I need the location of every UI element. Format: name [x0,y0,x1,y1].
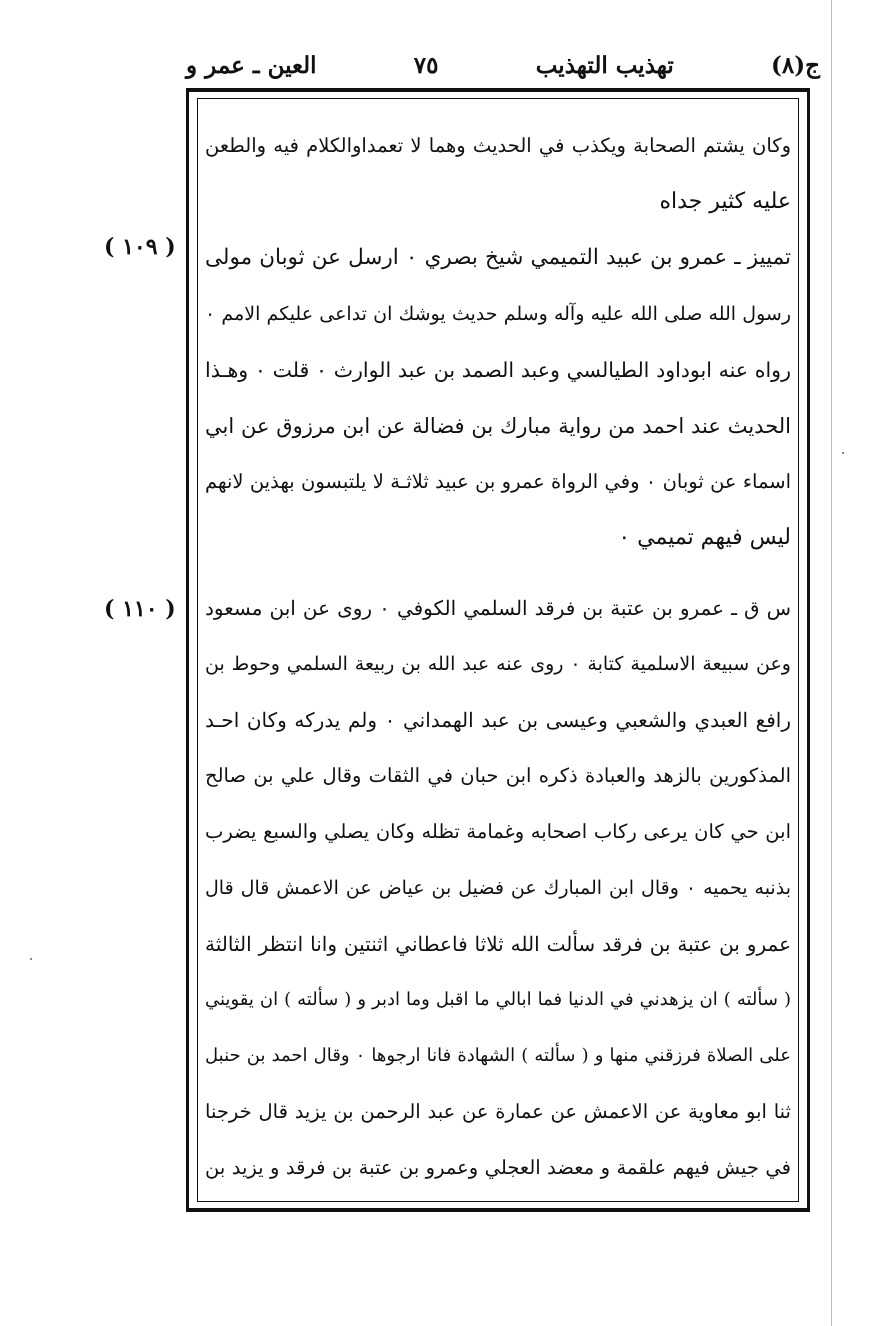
text-line: رواه عنه ابوداود الطيالسي وعبد الصمد بن عبد الوارث ٠ قلت ٠ وهـذا [205,358,791,382]
margin-entry-number-110: ( ١١٠ ) [104,596,176,622]
header-book-title: تهذيب التهذيب [535,51,674,79]
text-line: عمرو بن عتبة بن فرقد سألت الله ثلاثا فاعطاني اثنتين وانا انتظر الثالثة [205,932,791,956]
header-page-number: ٧٥ [413,51,439,79]
text-line: الحديث عند احمد من رواية مبارك بن فضالة عن ابن مرزوق عن ابي [205,414,791,438]
running-header [186,44,820,86]
text-line: عليه كثير جداه [659,189,791,214]
text-line: وعن سبيعة الاسلمية كتابة ٠ روى عنه عبد الله بن ربيعة السلمي وحوط بن [205,653,791,675]
margin-entry-number-109: ( ١٠٩ ) [104,234,176,260]
text-line: اسماء عن ثوبان ٠ وفي الرواة عمرو بن عبيد ثلاثـة لا يلتبسون بهذين لانهم [205,470,791,493]
text-line: وكان يشتم الصحابة ويكذب في الحديث وهما لا تعمداوالكلام فيه والطعن [205,134,791,157]
text-line: في جيش فيهم علقمة و معضد العجلي وعمرو بن عتبة بن فرقد و يزيد بن [205,1156,792,1179]
text-line: ابن حي كان يرعى ركاب اصحابه وغمامة تظله وكان يصلي والسبع يضرب [205,820,791,843]
text-line: ليس فيهم تميمي ٠ [618,525,791,550]
scan-speck [30,958,32,960]
text-line: المذكورين بالزهد والعبادة ذكره ابن حبان في الثقات وقال علي بن صالح [205,764,791,787]
text-line: بذنبه يحميه ٠ وقال ابن المبارك عن فضيل بن عياض عن الاعمش قال قال [205,877,791,899]
text-line: رسول الله صلى الله عليه وآله وسلم حديث يوشك ان تداعى عليكم الامم ٠ [205,303,791,325]
text-line: ثنا ابو معاوية عن الاعمش عن عمارة عن عبد الرحمن بن يزيد قال خرجنا [205,1100,791,1123]
scan-speck [842,452,844,454]
text-line: على الصلاة فرزقني منها و ( سألته ) الشهادة فانا ارجوها ٠ وقال احمد بن حنبل [205,1045,791,1066]
text-line: تمييز ـ عمرو بن عبيد التميمي شيخ بصري ٠ ارسل عن ثوبان مولى [205,245,791,270]
header-volume: ج(٨) [771,51,820,79]
text-line: ( سألته ) ان يزهدني في الدنيا فما ابالي ما اقبل وما ادبر و ( سألته ) ان يقويني [205,989,791,1010]
text-frame [186,88,810,1212]
text-line: س ق ـ عمرو بن عتبة بن فرقد السلمي الكوفي ٠ روى عن ابن مسعود [205,596,791,620]
page-edge-rule [831,0,832,1326]
text-line: رافع العبدي والشعبي وعيسى بن عبد الهمداني ٠ ولم يدركه وكان احـد [205,708,792,732]
header-section: العين ـ عمر و [186,51,317,79]
